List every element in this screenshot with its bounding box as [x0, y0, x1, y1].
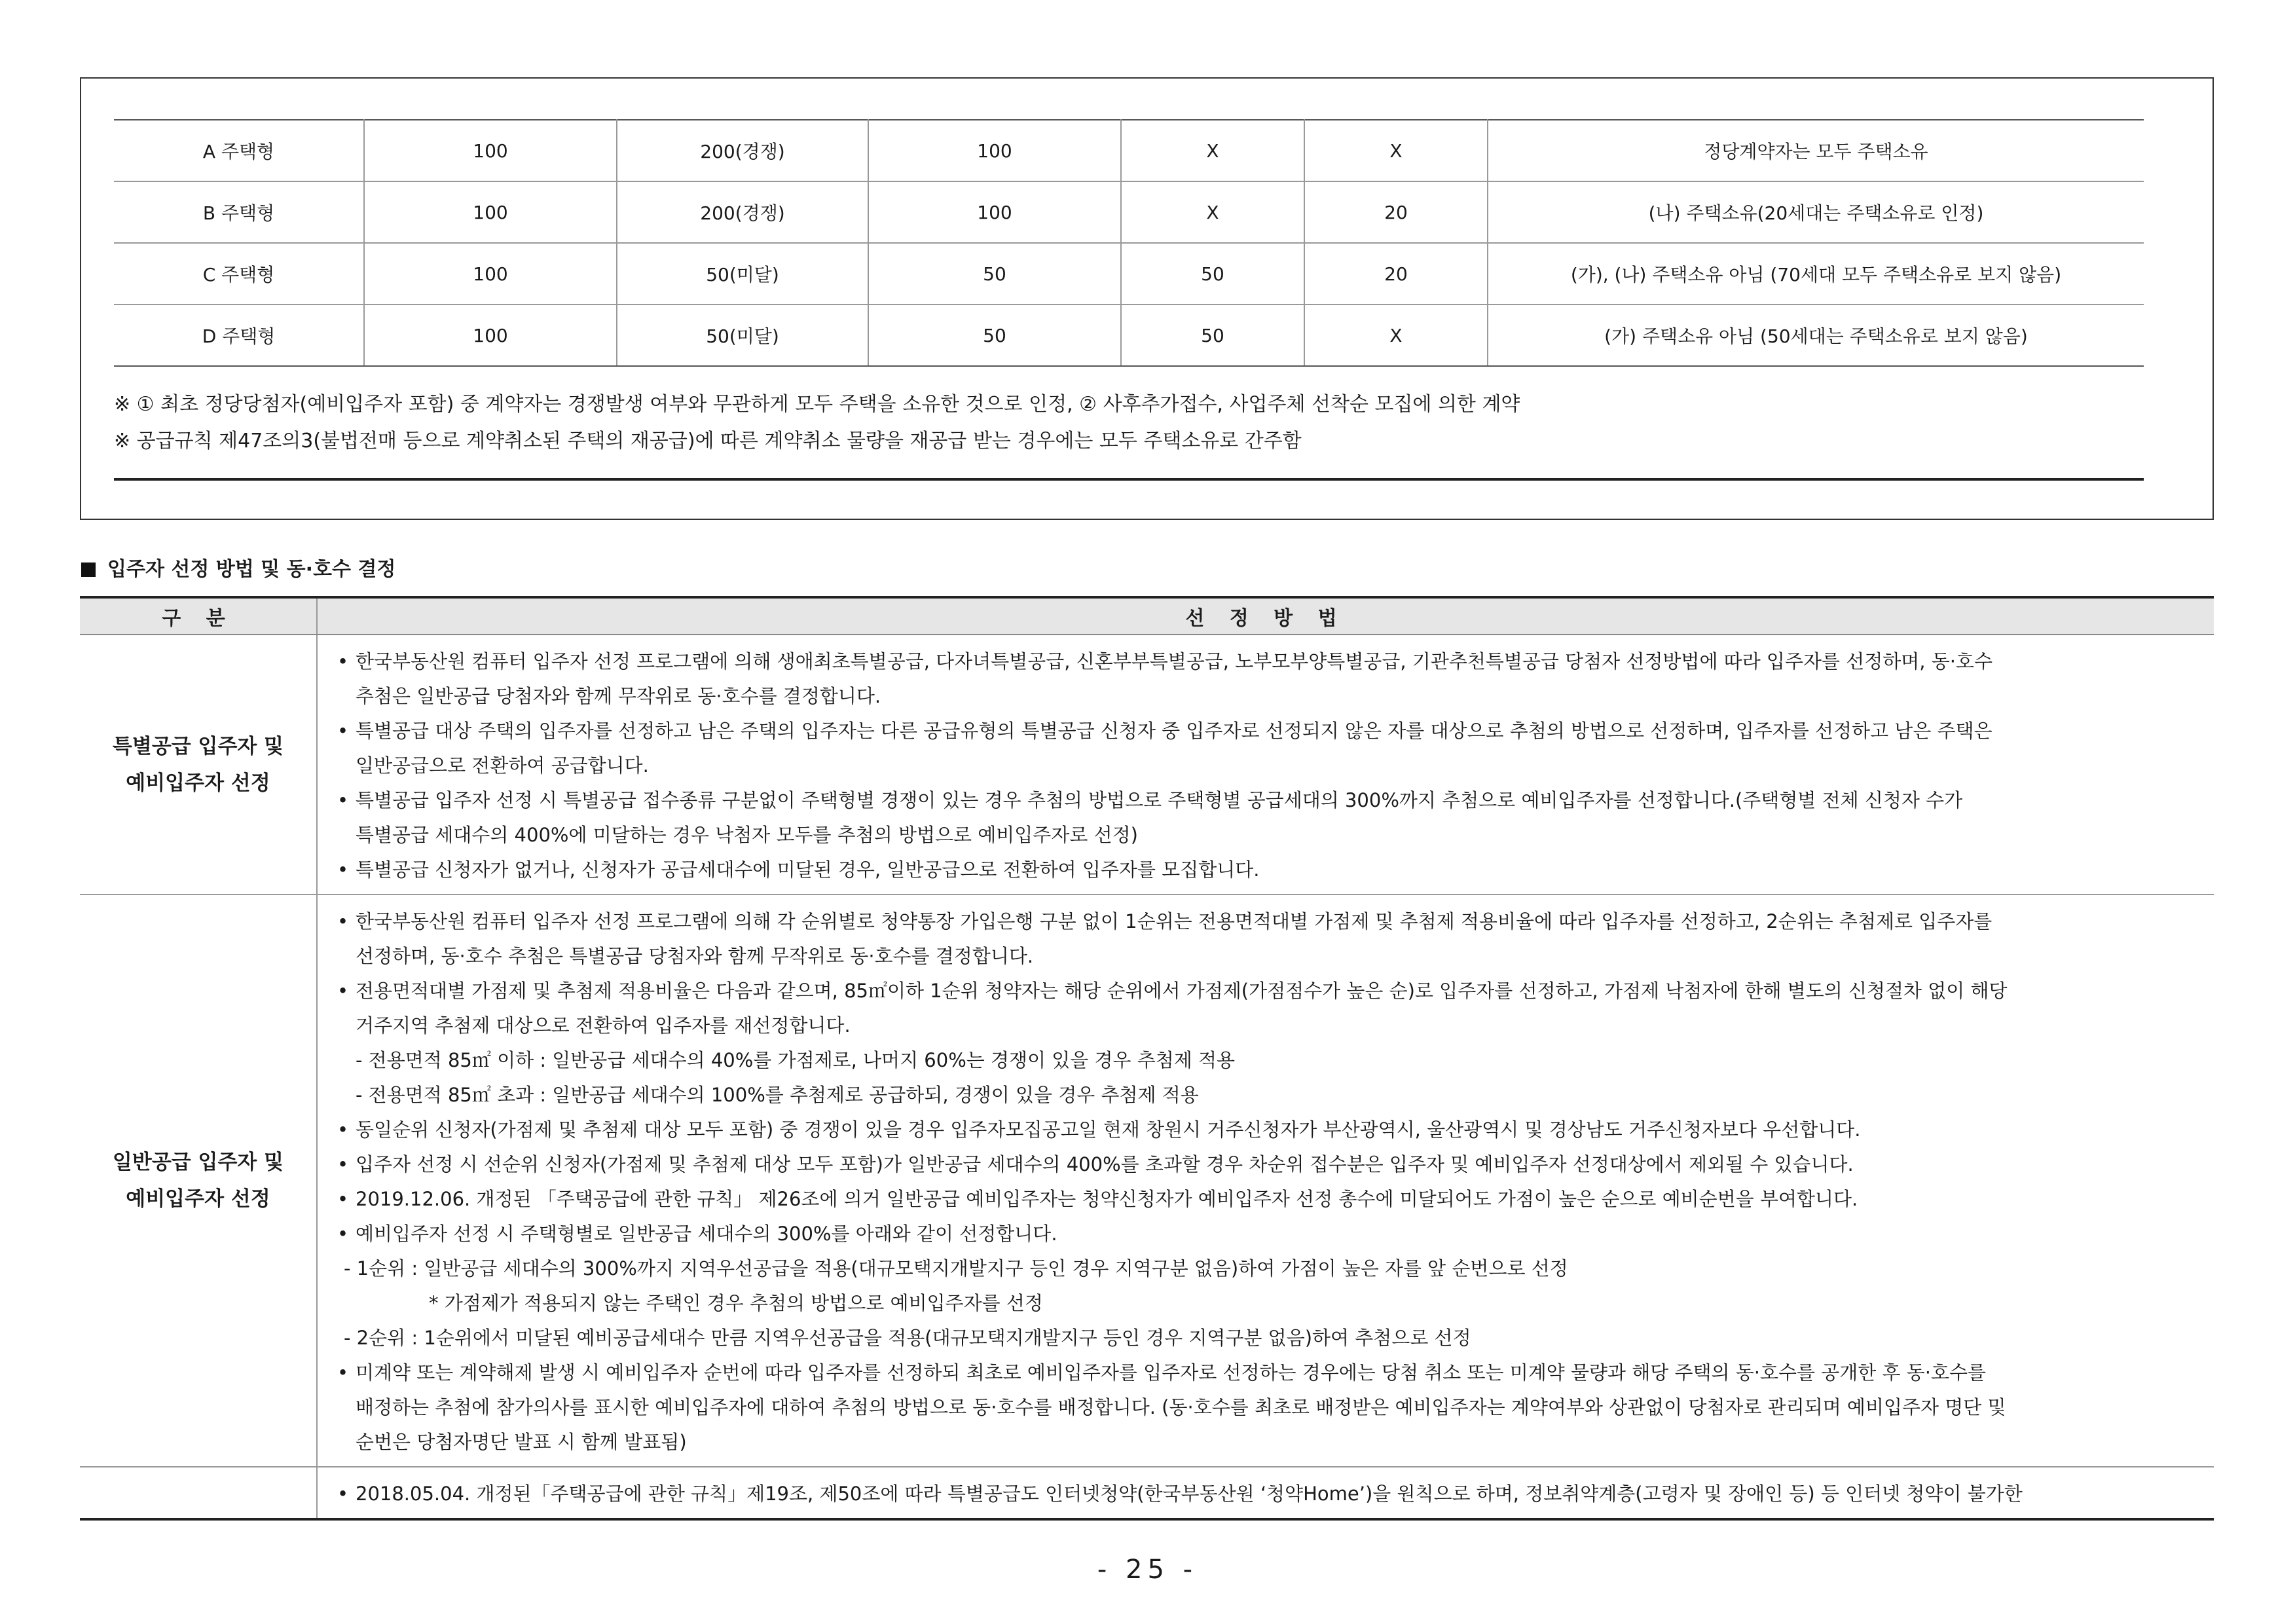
method-cell	[317, 635, 2214, 895]
category-label: 일반공급 입주자 및	[112, 1151, 284, 1174]
table-row	[80, 1467, 2214, 1519]
table-row	[114, 243, 2144, 304]
table-cell: X	[1304, 304, 1488, 366]
table-cell: A 주택형	[114, 120, 364, 181]
bullet-item: • 특별공급 대상 주택의 입주자를 선정하고 남은 주택의 입주자는 다른 공급유형의 특별공급 신청자 중 입주자로 선정되지 않은 자를 대상으로 추첨의 방법으로 선정하며, 입주자를 선정하고 남은 주택은	[337, 714, 2194, 748]
table-row	[114, 120, 2144, 181]
table-cell: 200(경쟁)	[617, 120, 868, 181]
table-cell: 100	[364, 243, 617, 304]
housing-notes	[114, 386, 2144, 460]
note-line: ※ ① 최초 정당당첨자(예비입주자 포함) 중 계약자는 경쟁발생 여부와 무관하게 모두 주택을 소유한 것으로 인정, ② 사후추가접수, 사업주체 선착순 모집에 의한 계약	[114, 393, 1520, 416]
table-cell: D 주택형	[114, 304, 364, 366]
table-cell: 20	[1304, 181, 1488, 243]
table-cell: 50	[1121, 243, 1304, 304]
bullet-item: • 한국부동산원 컴퓨터 입주자 선정 프로그램에 의해 각 순위별로 청약통장 가입은행 구분 없이 1순위는 전용면적대별 가점제 및 추첨제 적용비율에 따라 입주자를 선정하고, 2순위는 추첨제로 입주자를	[337, 904, 2194, 939]
bullet-item: • 특별공급 신청자가 없거나, 신청자가 공급세대수에 미달된 경우, 일반공급으로 전환하여 입주자를 모집합니다.	[337, 853, 2194, 887]
list-item: 순번은 당첨자명단 발표 시 함께 발표됨)	[356, 1431, 687, 1453]
list-item: 특별공급 세대수의 400%에 미달하는 경우 낙첨자 모두를 추첨의 방법으로 예비입주자로 선정)	[356, 824, 1138, 846]
table-row	[114, 304, 2144, 366]
category-cell	[80, 895, 317, 1467]
housing-type-table	[114, 119, 2144, 367]
square-bullet-icon	[81, 563, 96, 577]
table-header-row	[80, 597, 2214, 635]
category-cell	[80, 635, 317, 895]
table-cell: X	[1121, 181, 1304, 243]
bullet-item: • 미계약 또는 계약해제 발생 시 예비입주자 순번에 따라 입주자를 선정하되 최초로 예비입주자를 입주자로 선정하는 경우에는 당첨 취소 또는 미계약 물량과 해당 주택의 동·호수를 공개한 후 동·호수를	[337, 1356, 2194, 1390]
list-item: 추첨은 일반공급 당첨자와 함께 무작위로 동·호수를 결정합니다.	[356, 685, 881, 707]
list-item: - 전용면적 85㎡ 초과 : 일반공급 세대수의 100%를 추첨제로 공급하되, 경쟁이 있을 경우 추첨제 적용	[356, 1084, 1199, 1106]
table-cell: (가) 주택소유 아님 (50세대는 주택소유로 보지 않음)	[1488, 304, 2144, 366]
bullet-item: • 특별공급 입주자 선정 시 특별공급 접수종류 구분없이 주택형별 경쟁이 있는 경우 추첨의 방법으로 주택형별 공급세대의 300%까지 추첨으로 예비입주자를 선정합니다.(주택형별 전체 신청자 수가	[337, 783, 2194, 818]
table-cell: 200(경쟁)	[617, 181, 868, 243]
table-cell: 50(미달)	[617, 243, 868, 304]
table-cell: 100	[364, 181, 617, 243]
method-cell	[317, 895, 2214, 1467]
table-cell: X	[1304, 120, 1488, 181]
table-cell: 50	[868, 243, 1121, 304]
table-cell: (가), (나) 주택소유 아님 (70세대 모두 주택소유로 보지 않음)	[1488, 243, 2144, 304]
table-cell: 20	[1304, 243, 1488, 304]
bullet-item: • 예비입주자 선정 시 주택형별로 일반공급 세대수의 300%를 아래와 같이 선정합니다.	[337, 1217, 2194, 1251]
bullet-item: • 동일순위 신청자(가점제 및 추첨제 대상 모두 포함) 중 경쟁이 있을 경우 입주자모집공고일 현재 창원시 거주신청자가 부산광역시, 울산광역시 및 경상남도 거주신청자보다 우선합니다.	[337, 1113, 2194, 1147]
table-cell: C 주택형	[114, 243, 364, 304]
bullet-item: • 2019.12.06. 개정된 「주택공급에 관한 규칙」 제26조에 의거 일반공급 예비입주자는 청약신청자가 예비입주자 선정 총수에 미달되어도 가점이 높은 순으로 예비순번을 부여합니다.	[337, 1182, 2194, 1217]
table-cell: 50(미달)	[617, 304, 868, 366]
table-row	[80, 635, 2214, 895]
list-item: - 전용면적 85㎡ 이하 : 일반공급 세대수의 40%를 가점제로, 나머지 60%는 경쟁이 있을 경우 추첨제 적용	[356, 1049, 1236, 1071]
category-label: 특별공급 입주자 및	[112, 734, 284, 758]
table-cell: 50	[868, 304, 1121, 366]
table-row	[80, 895, 2214, 1467]
table-cell: (나) 주택소유(20세대는 주택소유로 인정)	[1488, 181, 2144, 243]
header-method: 선 정 방 법	[317, 597, 2214, 635]
housing-type-ownership-box	[80, 77, 2214, 520]
header-category: 구 분	[80, 597, 317, 635]
bullet-item: • 전용면적대별 가점제 및 추첨제 적용비율은 다음과 같으며, 85㎡이하 1순위 청약자는 해당 순위에서 가점제(가점점수가 높은 순)로 입주자를 선정하고, 가점제 낙첨자에 한해 별도의 신청절차 없이 해당	[337, 974, 2194, 1008]
category-cell	[80, 1467, 317, 1519]
category-label: 예비입주자 선정	[126, 771, 270, 795]
table-cell: 100	[364, 304, 617, 366]
table-cell: 50	[1121, 304, 1304, 366]
list-item: * 가점제가 적용되지 않는 주택인 경우 추첨의 방법으로 예비입주자를 선정	[429, 1292, 1043, 1314]
section-title: 입주자 선정 방법 및 동·호수 결정	[107, 558, 396, 581]
bullet-item: • 한국부동산원 컴퓨터 입주자 선정 프로그램에 의해 생애최초특별공급, 다자녀특별공급, 신혼부부특별공급, 노부모부양특별공급, 기관추천특별공급 당첨자 선정방법에 따라 입주자를 선정하며, 동·호수	[337, 644, 2194, 679]
category-label: 예비입주자 선정	[126, 1187, 270, 1211]
section-heading	[81, 553, 395, 581]
list-item: 일반공급으로 전환하여 공급합니다.	[356, 754, 649, 777]
selection-method-table	[80, 596, 2214, 1521]
table-cell: 100	[364, 120, 617, 181]
bullet-item: • 2018.05.04. 개정된「주택공급에 관한 규칙」제19조, 제50조에 따라 특별공급도 인터넷청약(한국부동산원 ‘청약Home’)을 원칙으로 하며, 정보취약계층(고령자 및 장애인 등) 등 인터넷 청약이 불가한	[337, 1477, 2194, 1511]
table-cell: 100	[868, 181, 1121, 243]
list-item: 거주지역 추첨제 대상으로 전환하여 입주자를 재선정합니다.	[356, 1014, 851, 1037]
table-cell: B 주택형	[114, 181, 364, 243]
table-cell: X	[1121, 120, 1304, 181]
bullet-item: • 입주자 선정 시 선순위 신청자(가점제 및 추첨제 대상 모두 포함)가 일반공급 세대수의 400%를 초과할 경우 차순위 접수분은 입주자 및 예비입주자 선정대상에서 제외될 수 있습니다.	[337, 1147, 2194, 1182]
table-row	[114, 181, 2144, 243]
table-cell: 100	[868, 120, 1121, 181]
list-item: - 1순위 : 일반공급 세대수의 300%까지 지역우선공급을 적용(대규모택지개발지구 등인 경우 지역구분 없음)하여 가점이 높은 자를 앞 순번으로 선정	[344, 1257, 1568, 1280]
list-item: 선정하며, 동·호수 추첨은 특별공급 당첨자와 함께 무작위로 동·호수를 결정합니다.	[356, 945, 1034, 967]
list-item: - 2순위 : 1순위에서 미달된 예비공급세대수 만큼 지역우선공급을 적용(대규모택지개발지구 등인 경우 지역구분 없음)하여 추첨으로 선정	[344, 1327, 1471, 1349]
table-cell: 정당계약자는 모두 주택소유	[1488, 120, 2144, 181]
method-cell	[317, 1467, 2214, 1519]
list-item: 배정하는 추첨에 참가의사를 표시한 예비입주자에 대하여 추첨의 방법으로 동·호수를 배정합니다. (동·호수를 최초로 배정받은 예비입주자는 계약여부와 상관없이 당첨자로 관리되며 예비입주자 명단 및	[356, 1396, 2006, 1418]
divider	[114, 478, 2144, 481]
page-number: - 25 -	[1097, 1555, 1198, 1585]
note-line: ※ 공급규칙 제47조의3(불법전매 등으로 계약취소된 주택의 재공급)에 따른 계약취소 물량을 재공급 받는 경우에는 모두 주택소유로 간주함	[114, 430, 1302, 452]
